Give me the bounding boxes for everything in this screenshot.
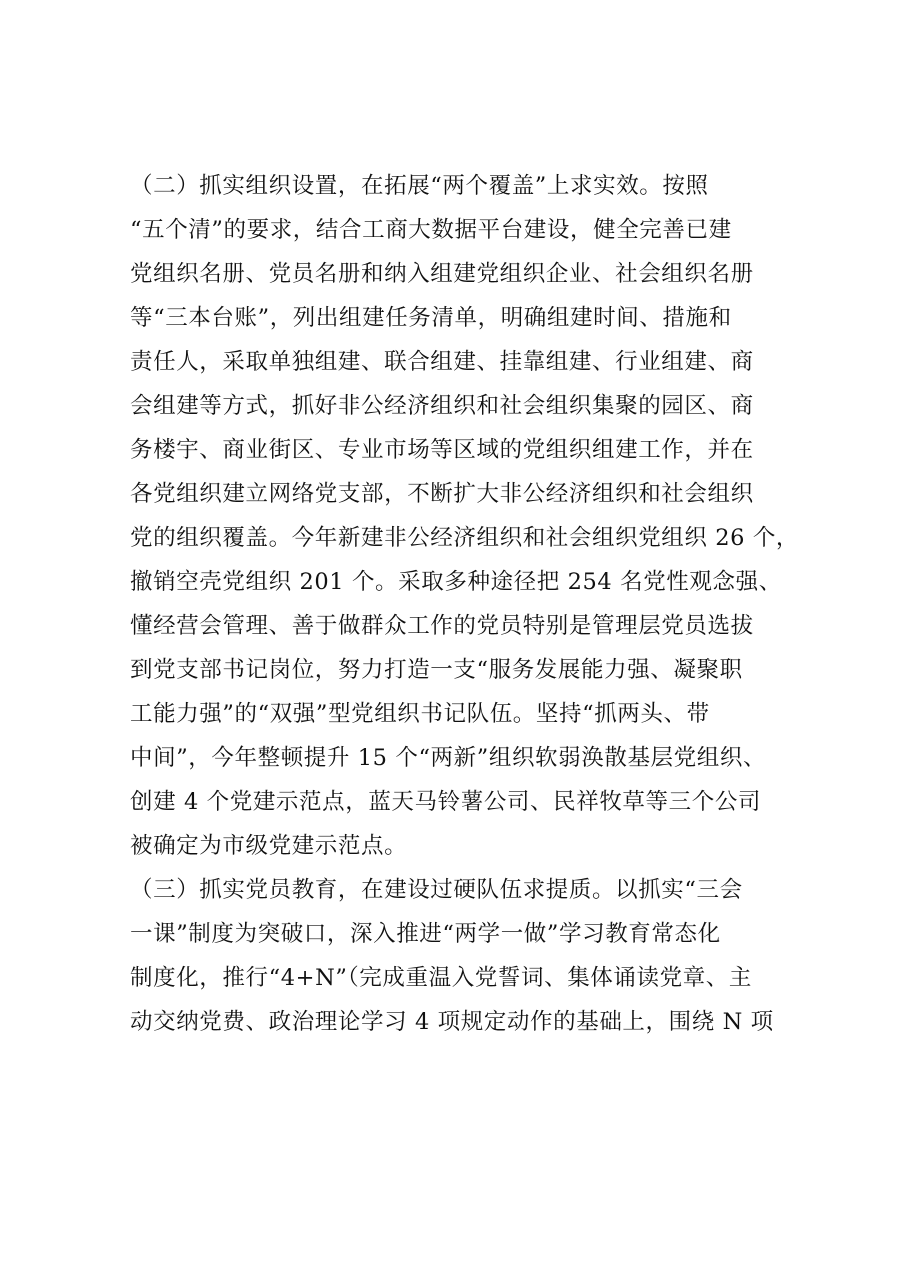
text-line: （三）抓实党员教育，在建设过硬队伍求提质。以抓实“三会 [130,877,743,903]
text-line: （二）抓实组织设置，在拓展“两个覆盖”上求实效。按照 [130,173,709,199]
text-line: 创建 4 个党建示范点，蓝天马铃薯公司、民祥牧草等三个公司 [130,789,762,815]
text-line: 各党组织建立网络党支部，不断扩大非公经济组织和社会组织 [130,481,754,507]
text-line: 懂经营会管理、善于做群众工作的党员特别是管理层党员选拔 [130,613,754,639]
text-line: 撤销空壳党组织 201 个。采取多种途径把 254 名党性观念强、 [130,569,782,595]
text-line: 被确定为市级党建示范点。 [130,833,408,859]
text-line: 责任人，采取单独组建、联合组建、挂靠组建、行业组建、商 [130,349,754,375]
text-line: 党的组织覆盖。今年新建非公经济组织和社会组织党组织 26 个， [130,525,800,551]
text-line: 制度化，推行“4+N”（完成重温入党誓词、集体诵读党章、主 [130,965,753,991]
text-line: 会组建等方式，抓好非公经济组织和社会组织集聚的园区、商 [130,393,754,419]
text-line: 工能力强”的“双强”型党组织书记队伍。坚持“抓两头、带 [130,701,710,727]
text-line: 党组织名册、党员名册和纳入组建党组织企业、社会组织名册 [130,261,754,287]
text-line: “五个清”的要求，结合工商大数据平台建设，健全完善已建 [130,217,732,243]
text-line: 中间”，今年整顿提升 15 个“两新”组织软弱涣散基层党组织、 [130,745,767,771]
text-line: 到党支部书记岗位，努力打造一支“服务发展能力强、凝聚职 [130,657,743,683]
text-line: 一课”制度为突破口，深入推进“两学一做”学习教育常态化 [130,921,721,947]
text-line: 等“三本台账”，列出组建任务清单，明确组建时间、措施和 [130,305,732,331]
text-line: 动交纳党费、政治理论学习 4 项规定动作的基础上，围绕 N 项 [130,1009,774,1035]
text-line: 务楼宇、商业街区、专业市场等区域的党组织组建工作，并在 [130,437,754,463]
